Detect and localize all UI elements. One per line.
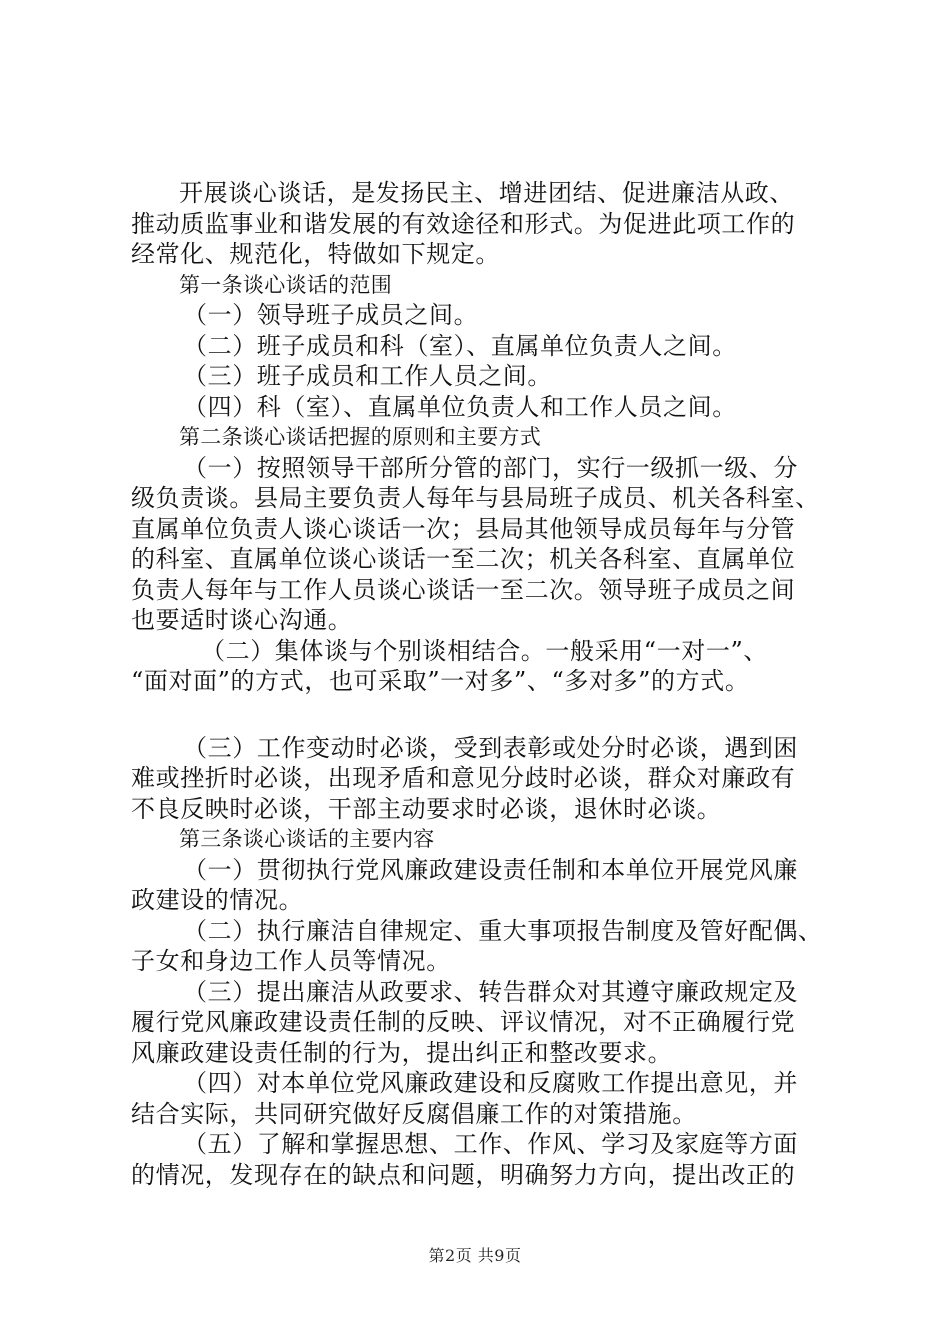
article2-item3-line-2: 难或挫折时必谈，出现矛盾和意见分歧时必谈，群众对廉政有	[131, 764, 796, 792]
article3-item3-line-3: 风廉政建设责任制的行为，提出纠正和整改要求。	[131, 1038, 673, 1067]
intro-line-3: 经常化、规范化，特做如下规定。	[131, 240, 500, 268]
article2-item1-line-3: 直属单位负责人谈心谈话一次；县局其他领导成员每年与分管	[131, 514, 796, 543]
page-number-footer: 第2页 共9页	[428, 1246, 522, 1265]
article1-item-1: （一）领导班子成员之间。	[183, 301, 479, 329]
article3-item2-line-1: （二）执行廉洁自律规定、重大事项报告制度及管好配偶、	[183, 916, 823, 945]
article1-item-3: （三）班子成员和工作人员之间。	[183, 362, 552, 390]
article3-item3-line-1: （三）提出廉洁从政要求、转告群众对其遵守廉政规定及	[183, 977, 798, 1006]
article2-item2-line-2: “面对面”的方式，也可采取”一对多”、“多对多”的方式。	[131, 667, 750, 695]
article1-item-4: （四）科（室）、直属单位负责人和工作人员之间。	[183, 392, 737, 421]
article3-item4-line-1: （四）对本单位党风廉政建设和反腐败工作提出意见，并	[183, 1069, 798, 1097]
article2-item2-line-1: （二）集体谈与个别谈相结合。一般采用“一对一”、	[201, 636, 768, 665]
article1-title: 第一条谈心谈话的范围	[179, 272, 392, 297]
article2-item1-line-4: 的科室、直属单位谈心谈话一至二次；机关各科室、直属单位	[131, 545, 796, 573]
article2-item1-line-1: （一）按照领导干部所分管的部门，实行一级抓一级、分	[183, 453, 798, 482]
article3-item1-line-1: （一）贯彻执行党风廉政建设责任制和本单位开展党风廉	[183, 855, 798, 884]
article3-item5-line-2: 的情况，发现存在的缺点和问题，明确努力方向，提出改正的	[131, 1160, 796, 1189]
article1-item-2: （二）班子成员和科（室）、直属单位负责人之间。	[183, 331, 737, 360]
article3-item3-line-2: 履行党风廉政建设责任制的反映、评议情况，对不正确履行党	[131, 1008, 796, 1036]
intro-line-2: 推动质监事业和谐发展的有效途径和形式。为促进此项工作的	[131, 209, 796, 238]
paragraph-gap	[131, 697, 851, 733]
article2-item3-line-3: 不良反映时必谈，干部主动要求时必谈，退休时必谈。	[131, 794, 722, 823]
article3-item5-line-1: （五）了解和掌握思想、工作、作风、学习及家庭等方面	[183, 1130, 798, 1158]
article2-item1-line-2: 级负责谈。县局主要负责人每年与县局班子成员、机关各科室、	[131, 484, 820, 512]
article3-item4-line-2: 结合实际，共同研究做好反腐倡廉工作的对策措施。	[131, 1099, 697, 1128]
article3-item2-line-2: 子女和身边工作人员等情况。	[131, 947, 451, 975]
article2-item1-line-5: 负责人每年与工作人员谈心谈话一至二次。领导班子成员之间	[131, 575, 796, 604]
document-body	[131, 178, 851, 1190]
intro-line-1: 开展谈心谈话，是发扬民主、增进团结、促进廉洁从政、	[179, 179, 794, 207]
article2-item3-line-1: （三）工作变动时必谈，受到表彰或处分时必谈，遇到困	[183, 733, 798, 762]
article2-title: 第二条谈心谈话把握的原则和主要方式	[179, 425, 542, 449]
article3-title: 第三条谈心谈话的主要内容	[179, 827, 435, 851]
article3-item1-line-2: 政建设的情况。	[131, 886, 304, 914]
article2-item1-line-6: 也要适时谈心沟通。	[131, 606, 353, 634]
